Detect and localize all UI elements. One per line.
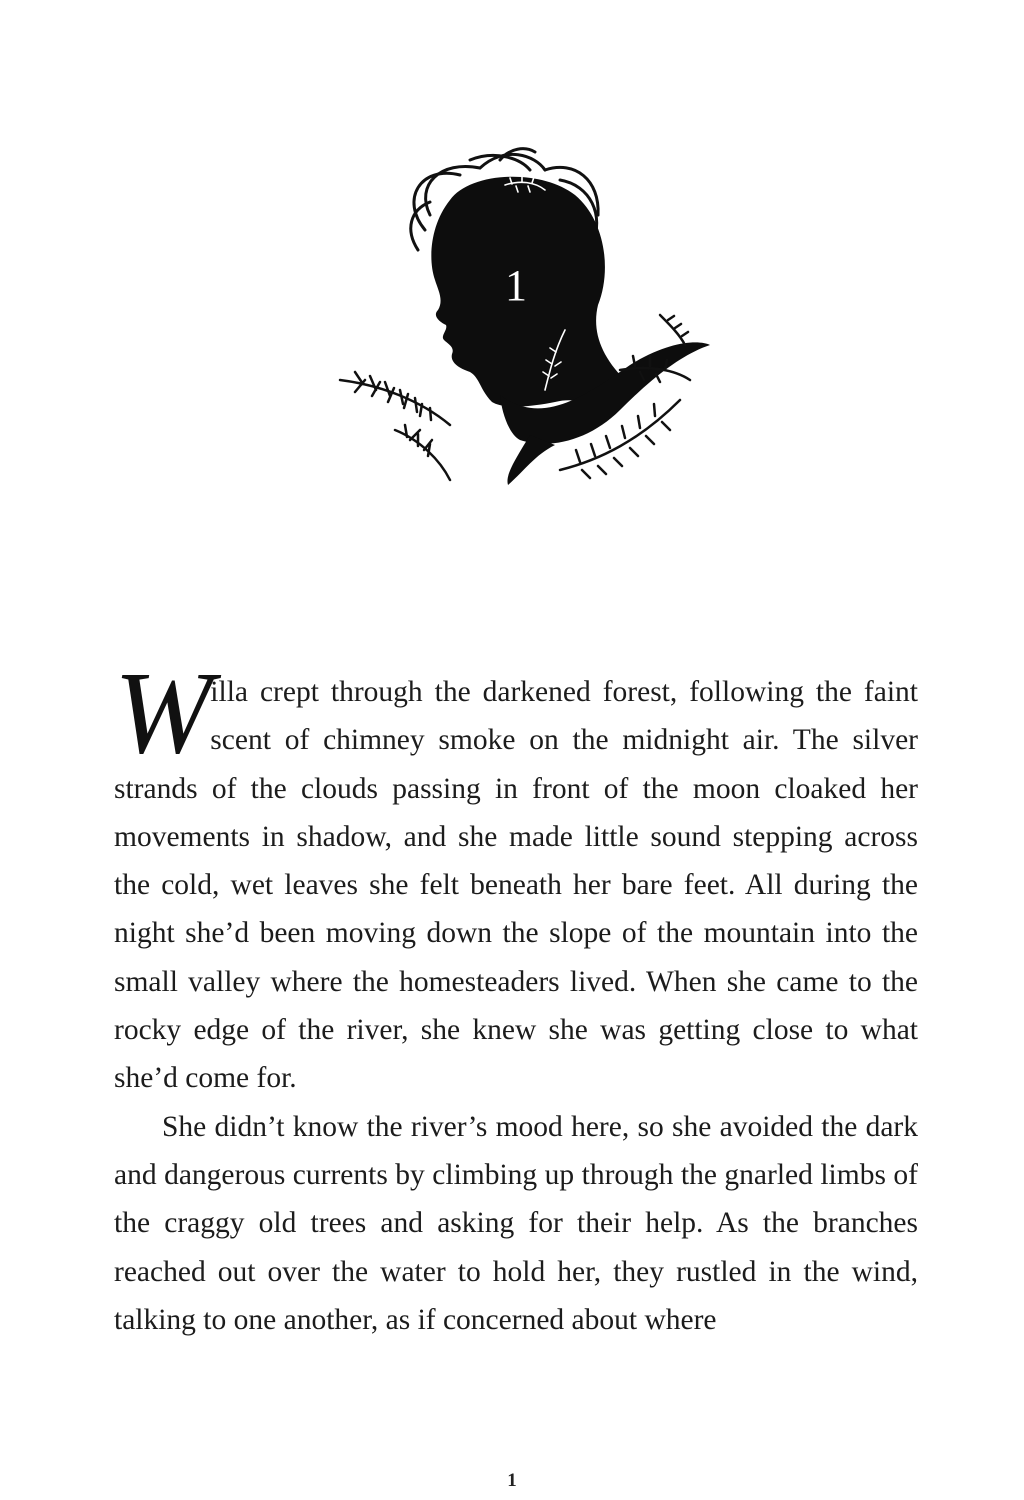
page-number: 1 (507, 1470, 517, 1491)
paragraph-2: She didn’t know the river’s mood here, so she avoided the dark and dangerous currents by climbing up through the gnarled limbs of the craggy old trees and asking for their help. As the branches reached out over the water to hold her, they rustled in the wind, talking to one another, as if concerned about where (114, 1110, 918, 1336)
chapter-body (114, 647, 918, 1344)
drop-cap: W (114, 647, 209, 778)
paragraph-1-text: illa crept through the darkened forest, following the faint scent of chimney smoke on the midnight air. The silver strands of the clouds passing in front of the moon cloaked her movements in shadow, and she made little sound stepping across the cold, wet leaves she felt beneath her bare feet. All during the night she’d been moving down the slope of the mountain into the small valley where the homesteaders lived. When she came to the rocky edge of the river, she knew she was getting close to what she’d come for. (114, 676, 918, 1095)
chapter-ornament (330, 140, 710, 490)
girl-silhouette-with-ferns-icon (330, 140, 710, 490)
paragraph-1 (114, 647, 918, 1103)
chapter-number: 1 (505, 261, 527, 310)
